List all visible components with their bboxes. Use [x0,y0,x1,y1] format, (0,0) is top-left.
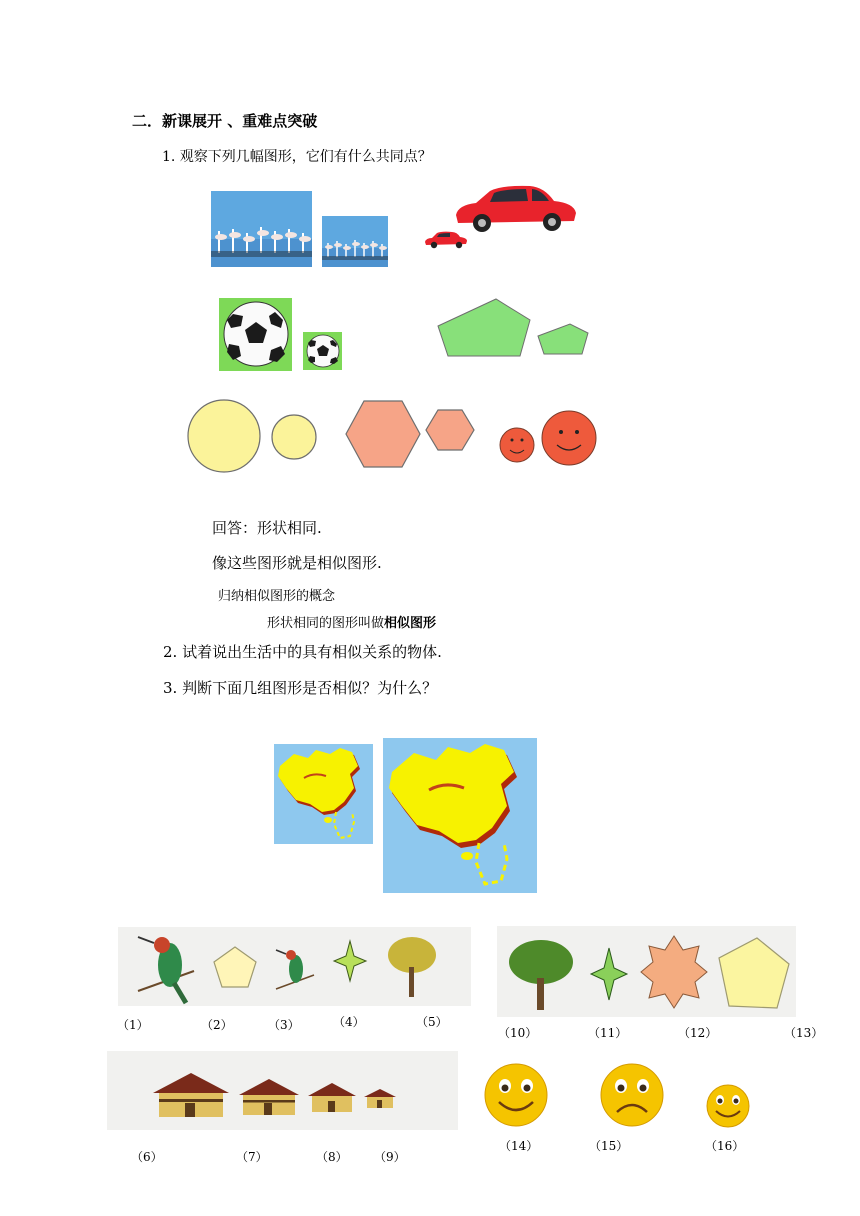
car-small [424,230,468,249]
smiley-face-small [705,1083,752,1129]
figure-label-16: （16） [705,1139,745,1153]
figure-label-1: （1） [117,1018,149,1032]
figure-panel-6-9 [107,1051,458,1130]
figure-panel-10-13 [497,926,796,1017]
pentagon-small [210,943,260,993]
figure-label-8: （8） [316,1150,348,1164]
tree-large [505,934,577,1012]
question-1: 1. 观察下列几幅图形，它们有什么共同点？ [162,149,432,165]
bird-small [272,945,316,995]
figure-label-15: （15） [589,1139,629,1153]
figure-label-12: （12） [678,1026,718,1040]
question-3: 3. 判断下面几组图形是否相似？为什么？ [163,679,438,697]
soccer-ball-small [303,332,342,370]
figure-label-7: （7） [236,1150,268,1164]
figure-label-6: （6） [131,1150,163,1164]
bird-large [134,931,196,1005]
china-map-small [274,744,373,844]
china-map-large [383,738,537,893]
soccer-ball-large [219,298,292,371]
flamingo-photo-large [211,191,312,267]
definition-text [267,612,436,631]
figure-label-13: （13） [784,1026,824,1040]
tree-small [384,933,440,999]
similar-shapes-row [184,394,604,478]
figure-label-11: （11） [588,1026,628,1040]
flamingo-photo-small [322,216,388,267]
section-heading: 二．新课展开 、重难点突破 [132,112,318,130]
definition-prefix: 形状相同的图形叫做 [267,616,385,631]
figure-label-9: （9） [374,1150,406,1164]
pentagons [434,296,594,360]
question-2: 2. 试着说出生活中的具有相似关系的物体. [163,643,442,661]
star-large [589,946,629,1002]
statement-text: 像这些图形就是相似图形. [212,554,382,572]
figure-label-14: （14） [499,1139,539,1153]
figure-label-3: （3） [268,1018,300,1032]
pentagon-large [715,934,793,1012]
octagram-shape [637,932,711,1012]
figure-label-10: （10） [498,1026,538,1040]
figure-label-4: （4） [333,1015,365,1029]
star-small [332,939,368,983]
smiley-face-happy [483,1062,550,1128]
house-2 [237,1075,301,1119]
concept-title: 归纳相似图形的概念 [218,589,336,604]
figure-panel-1-5 [118,927,471,1006]
figure-label-5: （5） [416,1015,448,1029]
house-4 [363,1087,397,1111]
car-large [452,181,578,234]
figure-label-2: （2） [201,1018,233,1032]
house-1 [151,1069,231,1121]
definition-term: 相似图形 [384,616,437,631]
answer-text: 回答：形状相同. [212,519,322,537]
smiley-face-sad [599,1062,666,1128]
house-3 [307,1081,357,1115]
